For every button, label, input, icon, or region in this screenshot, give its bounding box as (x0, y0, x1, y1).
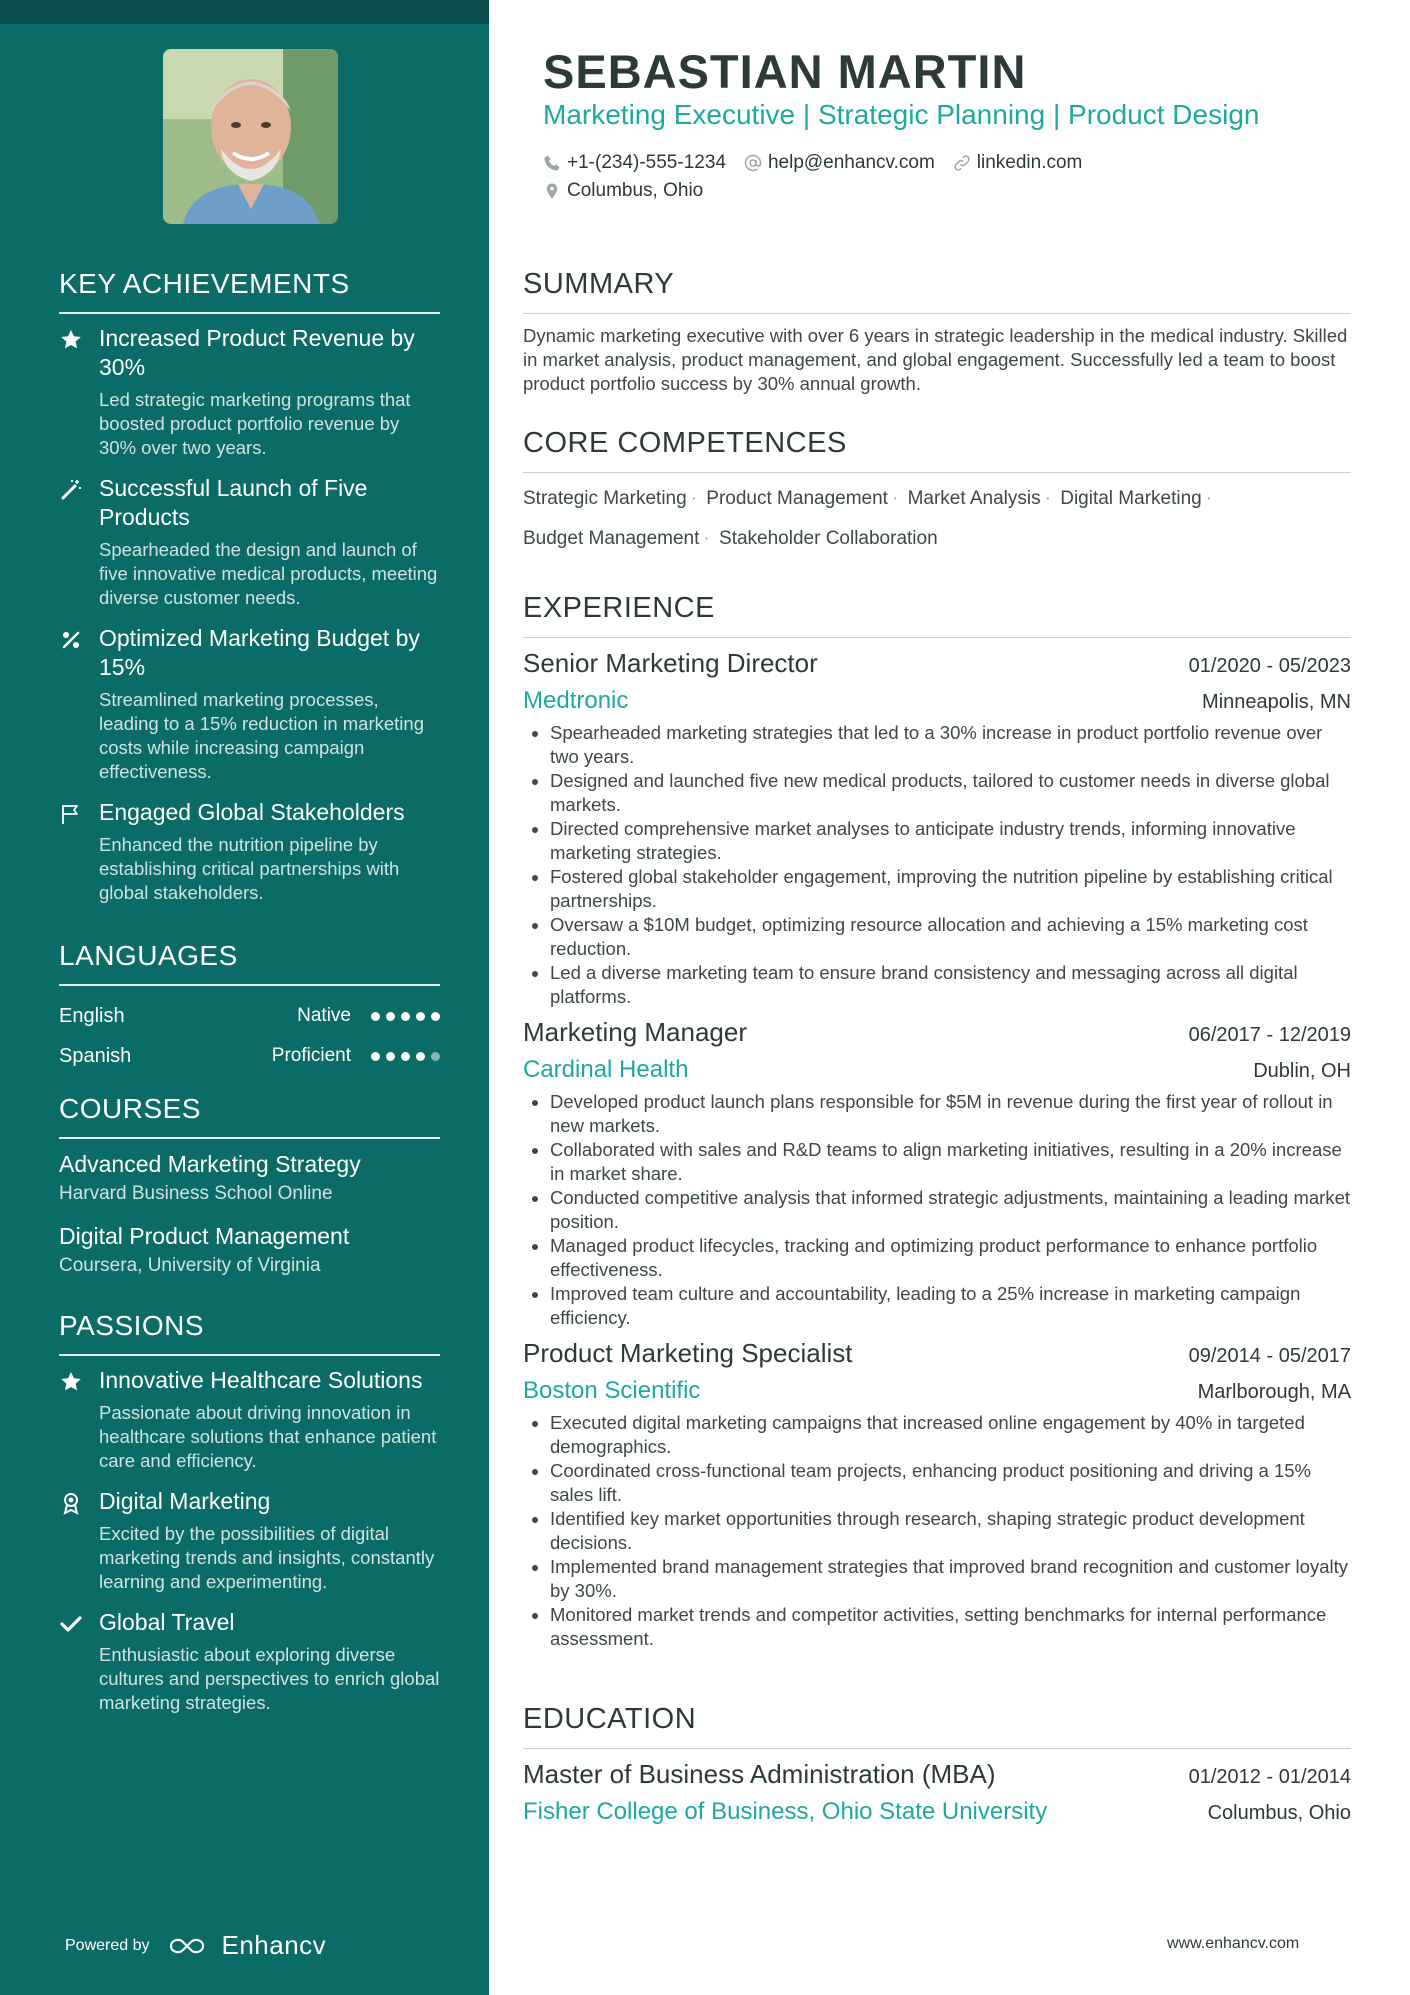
location-text: Columbus, Ohio (567, 180, 704, 201)
job-bullets (523, 1090, 1351, 1330)
achievement-title: Engaged Global Stakeholders (99, 799, 405, 825)
language-row (59, 1036, 440, 1076)
job-bullet: • Monitored market trends and competitor activities, setting benchmarks for internal performance assessment. (550, 1603, 1351, 1651)
email-address: help@enhancv.com (767, 152, 935, 173)
achievement-title: Increased Product Revenue by 30% (99, 325, 415, 380)
phone-icon (543, 154, 561, 172)
job-bullets (523, 721, 1351, 1009)
star-icon (59, 1370, 83, 1394)
job-bullet: • Managed product lifecycles, tracking and optimizing product performance to enhance portfolio effectiveness. (550, 1234, 1351, 1282)
job-bullet: • Coordinated cross-functional team projects, enhancing product positioning and driving a 15% sales lift. (550, 1459, 1351, 1507)
course-item (59, 1149, 440, 1207)
achievement-title: Successful Launch of Five Products (99, 475, 368, 530)
language-name: English (59, 1004, 125, 1027)
course-title: Advanced Marketing Strategy (59, 1151, 361, 1177)
candidate-tagline: Marketing Executive | Strategic Planning | Product Design (543, 99, 1260, 130)
company-name: Cardinal Health (523, 1056, 689, 1083)
course-item (59, 1221, 440, 1279)
competences-heading: CORE COMPETENCES (523, 427, 1351, 473)
achievement-item (59, 798, 440, 905)
job-bullet: • Directed comprehensive market analyses to anticipate industry trends, informing innovative marketing strategies. (550, 817, 1351, 865)
flag-icon (59, 802, 83, 826)
job-bullet: • Designed and launched five new medical products, tailored to customer needs in diverse global markets. (550, 769, 1351, 817)
key-achievements-heading: KEY ACHIEVEMENTS (59, 268, 440, 314)
job-bullet: • Developed product launch plans responsible for $5M in revenue during the first year of rollout in new markets. (550, 1090, 1351, 1138)
course-title: Digital Product Management (59, 1223, 350, 1249)
language-name: Spanish (59, 1044, 132, 1067)
job-location: Marlborough, MA (1197, 1381, 1351, 1403)
education-section (523, 1703, 1351, 1826)
courses-heading: COURSES (59, 1093, 440, 1139)
job-dates: 06/2017 - 12/2019 (1188, 1024, 1351, 1046)
powered-by (65, 1930, 326, 1961)
language-level: Native (297, 1005, 351, 1026)
passions-heading: PASSIONS (59, 1310, 440, 1356)
achievement-desc: Spearheaded the design and launch of five innovative medical products, meeting diverse customer needs. (99, 539, 438, 608)
sidebar-top-bar (0, 0, 489, 24)
job-bullet: • Led a diverse marketing team to ensure brand consistency and messaging across all digital platforms. (550, 961, 1351, 1009)
achievement-item (59, 324, 440, 460)
passion-desc: Enthusiastic about exploring diverse cultures and perspectives to enrich global marketing strategies. (99, 1644, 440, 1713)
passion-desc: Passionate about driving innovation in healthcare solutions that enhance patient care and efficiency. (99, 1402, 437, 1471)
passion-item (59, 1487, 440, 1594)
location-pin-icon (543, 182, 561, 200)
achievement-desc: Enhanced the nutrition pipeline by establishing critical partnerships with global stakeholders. (99, 834, 400, 903)
location-contact (543, 180, 703, 202)
job-entry (523, 648, 1351, 1009)
phone-contact[interactable] (543, 152, 726, 174)
achievement-desc: Led strategic marketing programs that boosted product portfolio revenue by 30% over two years. (99, 389, 411, 458)
passion-title: Digital Marketing (99, 1488, 271, 1514)
competence-item: Budget Management (523, 528, 700, 549)
percent-icon (59, 628, 83, 652)
profile-photo (163, 49, 338, 224)
passion-item (59, 1366, 440, 1473)
job-bullet: • Implemented brand management strategies that improved brand recognition and customer loyalty by 30%. (550, 1555, 1351, 1603)
job-dates: 09/2014 - 05/2017 (1188, 1345, 1351, 1367)
job-title: Product Marketing Specialist (523, 1338, 853, 1368)
degree-title: Master of Business Administration (MBA) (523, 1759, 996, 1789)
summary-text: Dynamic marketing executive with over 6 years in strategic leadership in the medical industry. Skilled in market analysis, product management, and global engagement. Successfully led a team to boost product portfolio success by 30% annual growth. (523, 325, 1348, 394)
competences-section (523, 427, 1351, 559)
experience-heading: EXPERIENCE (523, 592, 1351, 638)
passion-item (59, 1608, 440, 1715)
languages-section (59, 940, 440, 1076)
language-level: Proficient (271, 1045, 351, 1066)
job-dates: 01/2020 - 05/2023 (1188, 655, 1351, 677)
check-icon (59, 1612, 83, 1636)
job-bullet: • Conducted competitive analysis that informed strategic adjustments, maintaining a leading market position. (550, 1186, 1351, 1234)
summary-section (523, 268, 1351, 396)
job-bullet: • Fostered global stakeholder engagement, improving the nutrition pipeline by establishing critical partnerships. (550, 865, 1351, 913)
summary-heading: SUMMARY (523, 268, 1351, 314)
language-rating (371, 1012, 440, 1021)
education-heading: EDUCATION (523, 1703, 1351, 1749)
achievement-item (59, 624, 440, 784)
enhancv-logo[interactable] (168, 1930, 327, 1961)
competence-item: Product Management (706, 488, 888, 509)
competences-list: Strategic Marketing · Product Management · Market Analysis · Digital Marketing · Budget Management · Stakeholder Collaboration (523, 488, 1213, 549)
footer-url[interactable]: www.enhancv.com (1167, 1935, 1300, 1952)
job-bullets (523, 1411, 1351, 1651)
job-bullet: • Oversaw a $10M budget, optimizing resource allocation and achieving a 15% marketing cost reduction. (550, 913, 1351, 961)
job-entry (523, 1017, 1351, 1330)
job-bullet: • Spearheaded marketing strategies that led to a 30% increase in product portfolio revenue over two years. (550, 721, 1351, 769)
candidate-name: SEBASTIAN MARTIN (543, 45, 1027, 98)
job-location: Minneapolis, MN (1202, 691, 1351, 713)
courses-section (59, 1093, 440, 1293)
job-entry (523, 1338, 1351, 1651)
award-icon (59, 1491, 83, 1515)
passion-title: Global Travel (99, 1609, 235, 1635)
language-row (59, 996, 440, 1036)
school-name: Fisher College of Business, Ohio State University (523, 1798, 1048, 1825)
competence-item: Strategic Marketing (523, 488, 687, 509)
passions-section (59, 1310, 440, 1729)
job-bullet: • Executed digital marketing campaigns that increased online engagement by 40% in targeted demographics. (550, 1411, 1351, 1459)
enhancv-logo-icon (168, 1934, 214, 1958)
at-sign-icon (744, 154, 762, 172)
achievement-title: Optimized Marketing Budget by 15% (99, 625, 420, 680)
enhancv-brand: Enhancv (221, 1930, 327, 1960)
education-location: Columbus, Ohio (1207, 1802, 1351, 1824)
linkedin-url: linkedin.com (976, 152, 1083, 173)
link-icon (953, 154, 971, 172)
job-bullet: • Improved team culture and accountability, leading to a 25% increase in marketing campaign efficiency. (550, 1282, 1351, 1330)
job-location: Dublin, OH (1253, 1060, 1351, 1082)
phone-number: +1-(234)-555-1234 (567, 152, 726, 173)
competence-item: Stakeholder Collaboration (719, 528, 938, 549)
contact-info (543, 149, 1082, 205)
key-achievements-section (59, 268, 440, 919)
passion-desc: Excited by the possibilities of digital marketing trends and insights, constantly learning and experimenting. (99, 1523, 435, 1592)
job-title: Senior Marketing Director (523, 648, 818, 678)
powered-by-label: Powered by (65, 1936, 150, 1954)
sidebar (0, 0, 489, 1995)
star-icon (59, 328, 83, 352)
email-contact[interactable] (744, 152, 935, 174)
competence-item: Market Analysis (907, 488, 1041, 509)
company-name: Medtronic (523, 687, 629, 714)
job-bullet: • Identified key market opportunities through research, shaping strategic product development decisions. (550, 1507, 1351, 1555)
language-rating (371, 1052, 440, 1061)
linkedin-contact[interactable] (953, 152, 1083, 174)
magic-wand-icon (59, 478, 83, 502)
job-bullet: • Collaborated with sales and R&D teams to align marketing initiatives, resulting in a 20% increase in market share. (550, 1138, 1351, 1186)
education-dates: 01/2012 - 01/2014 (1188, 1766, 1351, 1788)
company-name: Boston Scientific (523, 1377, 701, 1404)
competence-item: Digital Marketing (1060, 488, 1202, 509)
achievement-desc: Streamlined marketing processes, leading to a 15% reduction in marketing costs while increasing campaign effectiveness. (99, 689, 424, 782)
languages-heading: LANGUAGES (59, 940, 440, 986)
job-title: Marketing Manager (523, 1017, 747, 1047)
experience-section (523, 592, 1351, 1659)
course-provider: Harvard Business School Online (59, 1183, 333, 1204)
achievement-item (59, 474, 440, 610)
course-provider: Coursera, University of Virginia (59, 1255, 321, 1276)
passion-title: Innovative Healthcare Solutions (99, 1367, 423, 1393)
